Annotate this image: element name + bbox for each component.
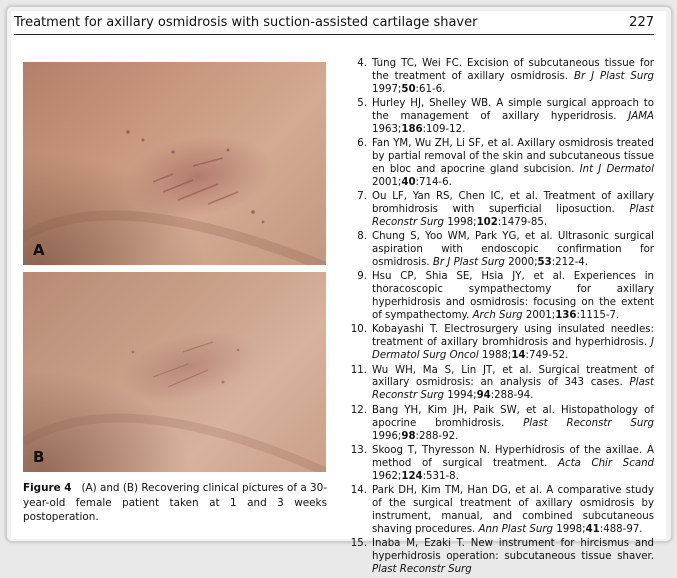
reference-text: Inaba M, Ezaki T. New instrument for hircismus and hyperhidrosis operation: subcutaneous tissue shaver.	[372, 537, 654, 562]
reference-year: 1998;	[447, 217, 477, 229]
reference-journal: J Dermatol Surg Oncol	[372, 337, 654, 362]
reference-text: Wu WH, Ma S, Lin JT, et al. Surgical treatment of axillary osmidrosis: an analysis of 343 cases.	[372, 364, 654, 389]
caption-label: Figure 4	[23, 482, 72, 494]
reference-year: 2001;	[525, 310, 556, 322]
reference-item	[343, 445, 654, 484]
reference-pages: :1115-7.	[576, 310, 620, 322]
reference-journal: JAMA	[628, 111, 654, 123]
reference-number: 7.	[357, 191, 367, 203]
reference-journal: Br J Plast Surg	[574, 70, 654, 82]
reference-journal: Plast Reconstr Surg	[372, 563, 472, 575]
reference-volume: 102	[476, 217, 498, 229]
reference-year: 2001;	[372, 176, 402, 188]
reference-item	[343, 231, 654, 270]
reference-text: Hurley HJ, Shelley WB. A simple surgical approach to the management of axillary hyperidrosis.	[372, 98, 654, 123]
reference-text: Tung TC, Wei FC. Excision of subcutaneous tissue for the treatment of axillary osmidrosis.	[372, 58, 654, 82]
reference-year: 1963;	[372, 123, 402, 135]
reference-journal: Plast Reconstr Surg	[372, 377, 654, 402]
axilla-photo-a-image	[23, 62, 326, 265]
reference-volume: 124	[401, 470, 423, 482]
reference-pages: :288-92.	[415, 430, 459, 442]
reference-number: 15.	[350, 537, 367, 549]
reference-volume: 94	[476, 390, 491, 402]
reference-item	[343, 138, 654, 190]
figure-photo-b	[23, 272, 326, 472]
reference-pages: :488-97.	[599, 523, 643, 535]
reference-text: Chung S, Yoo WM, Park YG, et al. Ultrasonic surgical aspiration with endoscopic confirmation for osmidrosis.	[372, 231, 654, 269]
reference-year: 1994;	[447, 390, 477, 402]
reference-volume: 53	[537, 257, 552, 269]
reference-number: 9.	[357, 271, 367, 283]
reference-volume: 14	[511, 350, 526, 362]
reference-number: 14.	[350, 484, 367, 496]
figure-caption	[23, 481, 327, 525]
reference-volume: 50	[401, 83, 416, 95]
reference-journal: Ann Plast Surg	[478, 523, 553, 535]
reference-number: 4.	[357, 58, 367, 69]
reference-pages: :61-6.	[415, 83, 446, 95]
reference-item	[343, 58, 654, 97]
reference-item	[343, 271, 654, 323]
reference-year: 1996;	[372, 430, 402, 442]
reference-journal: Plast Reconstr Surg	[523, 417, 655, 429]
reference-journal: Plast Reconstr Surg	[372, 204, 654, 229]
page-number: 227	[629, 15, 654, 30]
reference-year: 2000;	[508, 257, 538, 269]
reference-year: 1997;	[372, 83, 402, 95]
reference-text: Kobayashi T. Electrosurgery using insulated needles: treatment of axillary bromhidrosis and hyperhidrosis.	[372, 324, 654, 349]
panel-label-b: B	[33, 448, 45, 466]
reference-pages: :1479-85.	[497, 217, 548, 229]
reference-year: 1988;	[481, 350, 512, 362]
reference-item	[343, 324, 654, 363]
reference-journal: Acta Chir Scand	[558, 457, 654, 469]
caption-text: (A) and (B) Recovering clinical pictures of a 30-year-old female patient taken at 1 and 3 weeks postoperation.	[23, 482, 327, 523]
figure-photo-a	[23, 62, 326, 265]
reference-text: Fan YM, Wu ZH, Li SF, et al. Axillary osmidrosis treated by partial removal of the skin and subcutaneous tissue en bloc and apocrine gland subcision.	[372, 138, 654, 176]
reference-pages: :714-6.	[415, 176, 452, 188]
reference-item	[343, 365, 654, 404]
reference-volume: 98	[401, 430, 416, 442]
reference-text: Skoog T, Thyresson N. Hyperhidrosis of the axillae. A method of surgical treatment.	[372, 444, 654, 469]
reference-number: 10.	[350, 324, 367, 336]
reference-item	[343, 485, 654, 537]
reference-list	[343, 58, 654, 578]
reference-pages: :749-52.	[525, 350, 569, 362]
reference-pages: :109-12.	[422, 123, 466, 135]
reference-number: 8.	[357, 231, 367, 243]
reference-text: Bang YH, Kim JH, Paik SW, et al. Histopathology of apocrine bromhidrosis.	[372, 404, 654, 429]
reference-item	[343, 538, 654, 577]
reference-text: Hsu CP, Shia SE, Hsia JY, et al. Experiences in thoracoscopic sympathectomy for axillary hyperhidrosis and osmidrosis: focusing on the extent of sympathectomy.	[372, 271, 654, 322]
reference-journal: Br J Plast Surg	[432, 257, 505, 269]
reference-volume: 41	[585, 523, 600, 535]
reference-number: 13.	[350, 444, 367, 456]
reference-volume: 40	[401, 176, 416, 188]
reference-number: 5.	[357, 98, 367, 110]
reference-text: Ou LF, Yan RS, Chen IC, et al. Treatment of axillary bromhidrosis with superficial liposuction.	[372, 191, 654, 216]
reference-journal: Arch Surg	[472, 310, 523, 322]
reference-text: Park DH, Kim TM, Han DG, et al. A comparative study of the surgical treatment of axillary osmidrosis by instrument, manual, and combined subcutaneous shaving procedures.	[372, 484, 654, 535]
reference-number: 11.	[350, 364, 367, 376]
reference-item	[343, 191, 654, 230]
reference-pages: :288-94.	[490, 390, 534, 402]
reference-year: 1998;	[556, 523, 586, 535]
reference-volume: 136	[555, 310, 577, 322]
panel-label-a: A	[33, 241, 45, 259]
running-header	[14, 14, 654, 35]
reference-item	[343, 405, 654, 444]
reference-pages: :212-4.	[551, 257, 588, 269]
reference-number: 6.	[357, 138, 367, 150]
reference-number: 12.	[350, 404, 367, 416]
reference-pages: :531-8.	[422, 470, 459, 482]
axilla-photo-b-image	[23, 272, 326, 472]
reference-year: 1962;	[372, 470, 402, 482]
reference-item	[343, 98, 654, 137]
reference-volume: 186	[401, 123, 423, 135]
reference-journal: Int J Dermatol	[579, 164, 654, 176]
running-title: Treatment for axillary osmidrosis with suction-assisted cartilage shaver	[14, 15, 478, 30]
